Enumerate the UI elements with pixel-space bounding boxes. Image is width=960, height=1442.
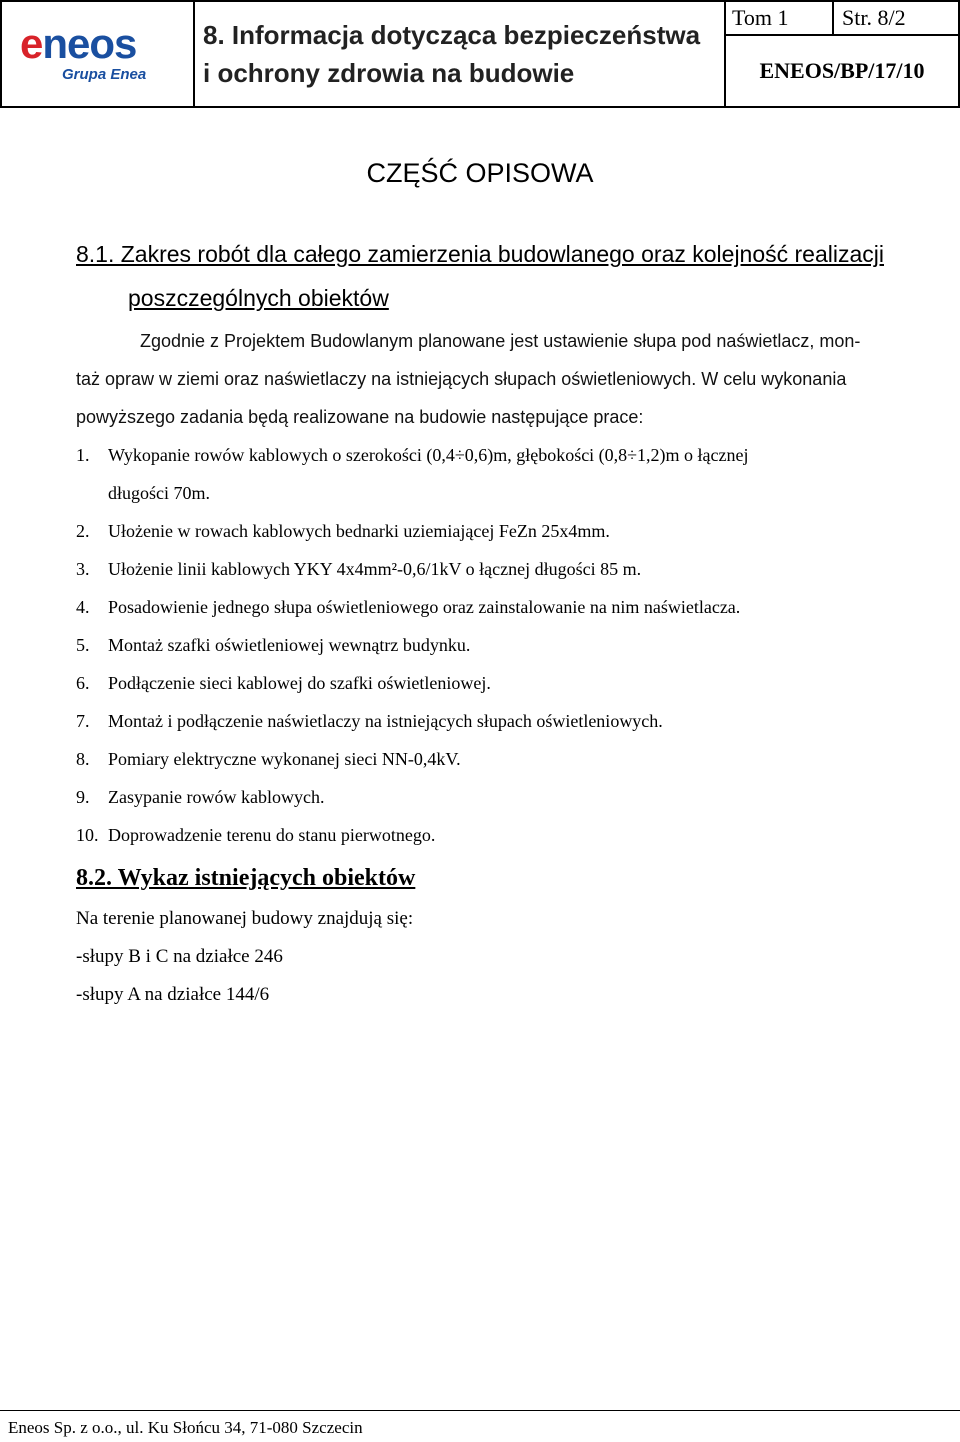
existing-object-2: -słupy A na działce 144/6 (76, 984, 270, 1005)
footer-address: Eneos Sp. z o.o., ul. Ku Słońcu 34, 71-080 Szczecin (8, 1418, 363, 1437)
list-item-number: 2. (76, 521, 90, 541)
list-item (76, 512, 946, 550)
page-label: Str. 8/2 (842, 5, 906, 30)
company-logo (2, 2, 195, 106)
heading-8-1-line2: poszczególnych obiektów (128, 285, 389, 311)
logo-wordmark (20, 20, 136, 68)
existing-object-1: -słupy B i C na działce 246 (76, 946, 283, 967)
list-item-number: 6. (76, 673, 90, 693)
footer-divider (0, 1410, 960, 1411)
list-item-text: Wykopanie rowów kablowych o szerokości (0,4÷0,6)m, głębokości (0,8÷1,2)m o łącznej (108, 445, 749, 465)
list-item (76, 778, 946, 816)
list-item-text: Posadowienie jednego słupa oświetleniowego oraz zainstalowanie na nim naświetlacza. (108, 597, 741, 617)
list-item-text: Ułożenie w rowach kablowych bednarki uziemiającej FeZn 25x4mm. (108, 521, 610, 541)
list-item-number: 8. (76, 749, 90, 769)
list-item-number: 4. (76, 597, 90, 617)
list-item-number: 10. (76, 825, 99, 845)
heading-8-1-line1: 8.1. Zakres robót dla całego zamierzenia budowlanego oraz kolejność realizacji (76, 241, 884, 267)
logo-letter-accent: e (20, 20, 43, 67)
list-item-text: Ułożenie linii kablowych YKY 4x4mm²-0,6/1kV o łącznej długości 85 m. (108, 559, 642, 579)
list-item (76, 588, 946, 626)
list-item-text: Pomiary elektryczne wykonanej sieci NN-0,4kV. (108, 749, 461, 769)
list-item-text: Montaż i podłączenie naświetlaczy na istniejących słupach oświetleniowych. (108, 711, 663, 731)
paragraph-line3: powyższego zadania będą realizowane na budowie następujące prace: (76, 407, 644, 427)
list-item-number: 7. (76, 711, 90, 731)
logo-subtitle: Grupa Enea (62, 66, 147, 83)
list-item-number: 3. (76, 559, 90, 579)
list-item-text: Montaż szafki oświetleniowej wewnątrz budynku. (108, 635, 471, 655)
list-item (76, 436, 946, 474)
intro-text: Na terenie planowanej budowy znajdują się: (76, 908, 414, 929)
logo-letters-rest: neos (42, 20, 137, 67)
heading-8-2: 8.2. Wykaz istniejących obiektów (76, 865, 416, 891)
list-item-text: Zasypanie rowów kablowych. (108, 787, 325, 807)
list-item-number: 5. (76, 635, 90, 655)
list-item (76, 702, 946, 740)
list-item (76, 550, 946, 588)
list-item (76, 664, 946, 702)
header-title-line2: i ochrony zdrowia na budowie (203, 58, 575, 88)
list-item-text: Podłączenie sieci kablowej do szafki oświetleniowej. (108, 673, 491, 693)
list-item-continuation: długości 70m. (108, 483, 210, 503)
paragraph-line1: Zgodnie z Projektem Budowlanym planowane jest ustawienie słupa pod naświetlacz, mon- (140, 331, 861, 351)
list-item (76, 740, 946, 778)
list-item-text: Doprowadzenie terenu do stanu pierwotnego. (108, 825, 436, 845)
volume-label: Tom 1 (726, 2, 834, 34)
section-title: CZĘŚĆ OPISOWA (366, 158, 594, 188)
paragraph-line2: taż opraw w ziemi oraz naświetlaczy na istniejących słupach oświetleniowych. W celu wykonania (76, 369, 847, 389)
header-title-line1: 8. Informacja dotycząca bezpieczeństwa (203, 20, 701, 50)
document-header (0, 0, 960, 108)
list-item (76, 816, 946, 854)
document-code: ENEOS/BP/17/10 (759, 58, 925, 83)
header-title (195, 2, 726, 106)
list-item-number: 9. (76, 787, 90, 807)
header-meta (726, 2, 958, 106)
list-item-number: 1. (76, 445, 90, 465)
list-item (76, 626, 946, 664)
